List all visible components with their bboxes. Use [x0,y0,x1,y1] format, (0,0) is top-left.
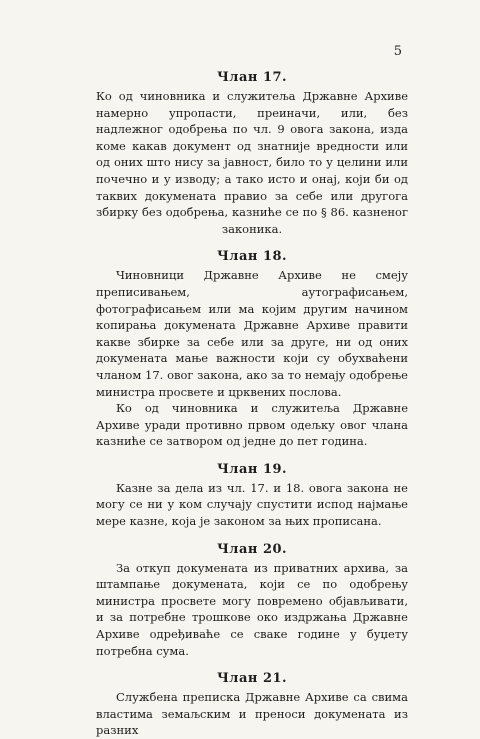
article-paragraph: За откуп докумената из приватних архива, за штампање докумената, који се по одобрењу министра просвете могу повремено објављивати, и за потребне трошкове око издржања Државне Архиве одређиваће се сваке године у буџету потребна сума. [96,560,408,658]
article-17 [96,70,408,237]
page-number: 5 [393,44,402,59]
article-title: Члан 17. [216,70,288,85]
article-20 [96,542,408,660]
article-paragraph: Ко од чиновника и служитеља Државне Архиве уради противно првом одељку овог члана казниће се затвором од једне до пет година. [96,401,408,449]
article-18 [96,249,408,450]
article-paragraph: Казне за дела из чл. 17. и 18. овога закона не могу се ни у ком случају спустити испод најмање мере казне, која је законом за њих прописана. [96,480,408,529]
article-paragraph: Службена преписка Државне Архиве са свима властима земаљским и преноси докумената из разних [96,690,408,738]
article-21 [96,671,408,739]
document-body [96,70,408,739]
article-title: Члан 18. [216,249,288,265]
article-paragraph: Ко од чиновника и служитеља Државне Архиве намерно упропасти, преиначи, или, без надлежног одобрења по чл. 9 овога закона, изда коме какав документ од знатније вредности или од оних што нису за јавност, било то у целини или почечно и у изводу; а тако исто и онај, који би од таквих докумената правио за себе или другога збирку без одобрења, казниће се по § 86. казненог законика. [96,89,408,236]
article-title: Члан 20. [216,541,288,557]
article-19 [96,462,408,530]
article-title: Члан 21. [216,671,288,687]
article-title: Члан 19. [216,461,288,477]
article-paragraph: Чиновници Државне Архиве не смеју преписивањем, аутографисањем, фотографисањем или ма којим другим начином копирања докумената Државне Архиве правити какве збирке за себе или за друге, ни од оних докумената мање важности који су обухваћени чланом 17. овог закона, ако за то немају одобрење министра просвете и црквених послова. [96,268,408,399]
